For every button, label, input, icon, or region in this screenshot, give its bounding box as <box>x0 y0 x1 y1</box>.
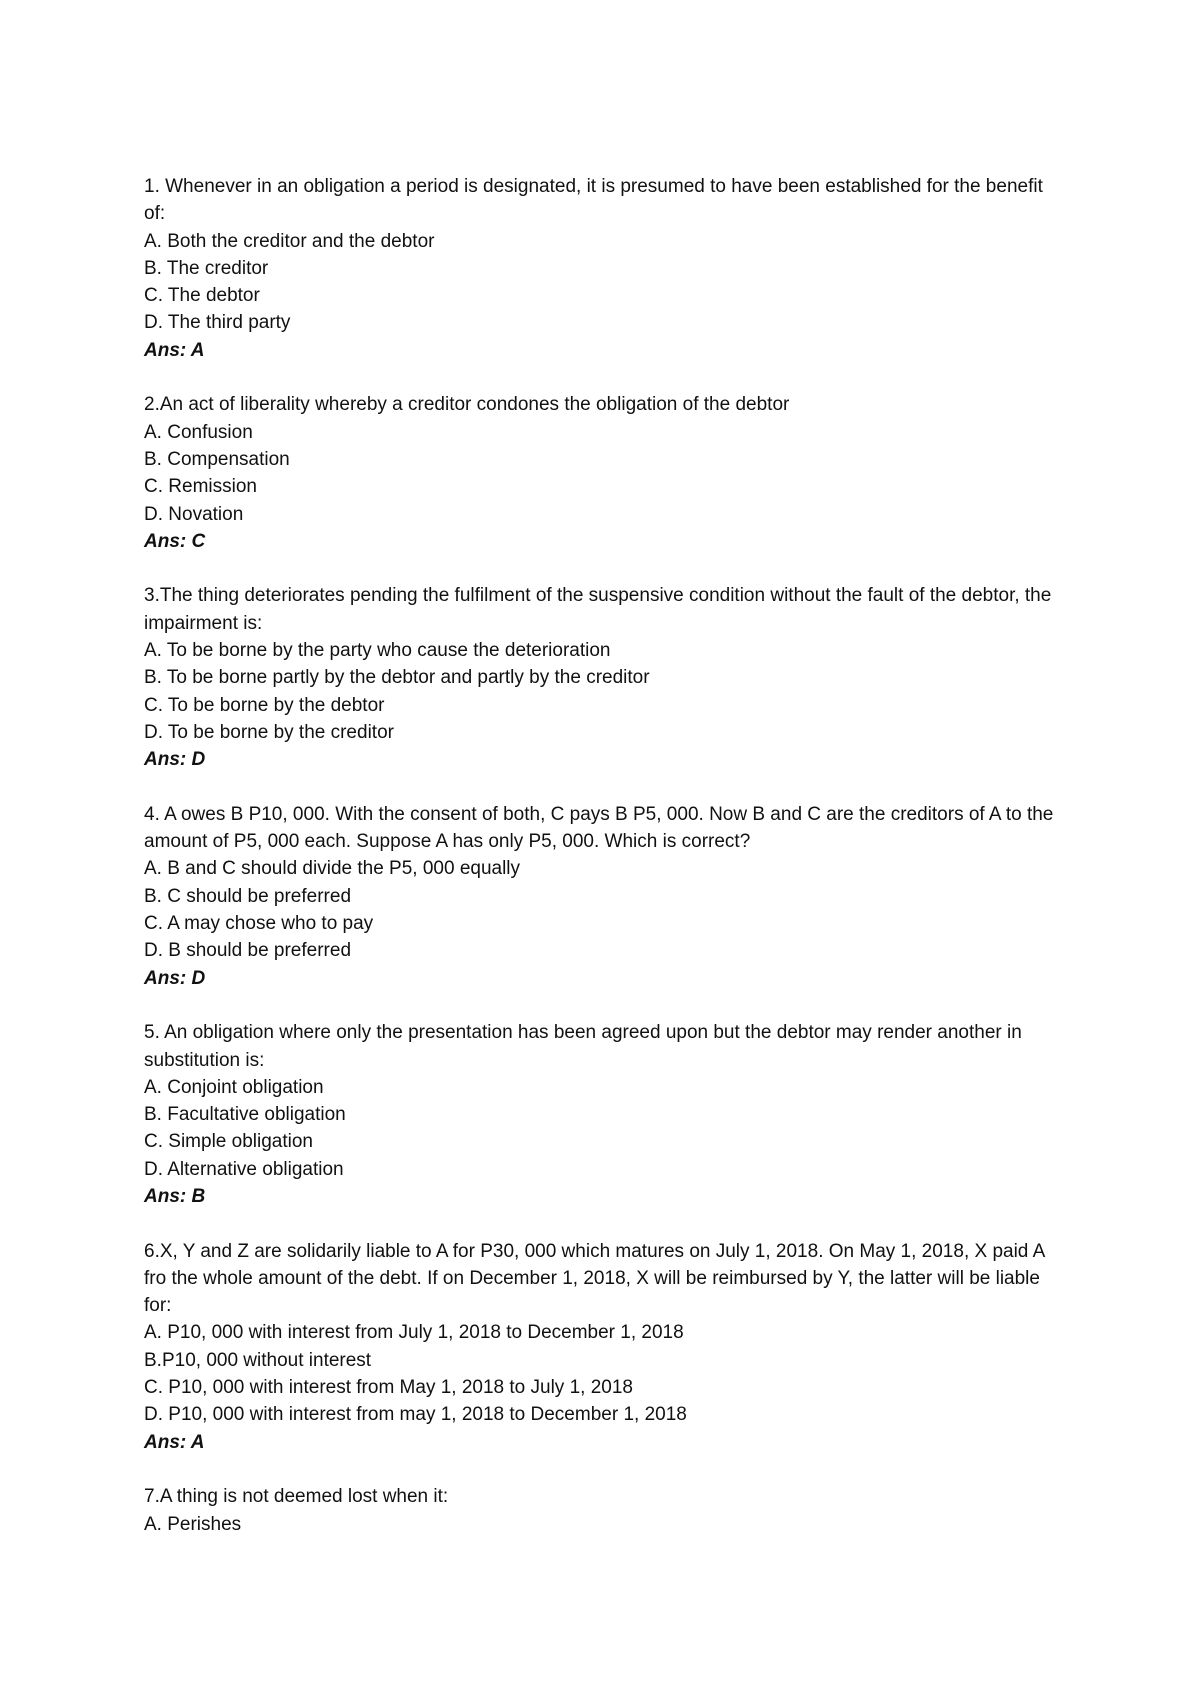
question-5 <box>144 1019 1064 1210</box>
option-c: C. Remission <box>144 476 257 498</box>
option-a: A. Conjoint obligation <box>144 1076 324 1098</box>
question-7 <box>144 1483 1064 1538</box>
option-a: A. To be borne by the party who cause the deterioration <box>144 640 611 662</box>
question-text: 5. An obligation where only the presentation has been agreed upon but the debtor may render another in substitution is: <box>144 1022 1022 1071</box>
option-c: C. The debtor <box>144 285 260 307</box>
question-6 <box>144 1238 1064 1456</box>
question-text: 6.X, Y and Z are solidarily liable to A for P30, 000 which matures on July 1, 2018. On May 1, 2018, X paid A fro the whole amount of the debt. If on December 1, 2018, X will be reimbursed by Y, the latter will be liable for: <box>144 1240 1045 1317</box>
option-d: D. B should be preferred <box>144 940 352 962</box>
question-text: 1. Whenever in an obligation a period is designated, it is presumed to have been established for the benefit of: <box>144 176 1043 225</box>
question-text: 7.A thing is not deemed lost when it: <box>144 1486 449 1508</box>
option-a: A. B and C should divide the P5, 000 equally <box>144 858 521 880</box>
option-c: C. To be borne by the debtor <box>144 694 385 716</box>
option-d: D. To be borne by the creditor <box>144 721 394 743</box>
option-a: A. Both the creditor and the debtor <box>144 230 435 252</box>
option-b: B. Compensation <box>144 448 290 470</box>
option-a: A. Confusion <box>144 421 253 443</box>
answer: Ans: A <box>144 339 205 361</box>
option-b: B.P10, 000 without interest <box>144 1349 372 1371</box>
quiz-content <box>144 173 1064 1565</box>
question-3 <box>144 582 1064 773</box>
answer: Ans: D <box>144 749 206 771</box>
answer: Ans: D <box>144 967 206 989</box>
option-b: B. To be borne partly by the debtor and partly by the creditor <box>144 667 650 689</box>
option-a: A. P10, 000 with interest from July 1, 2018 to December 1, 2018 <box>144 1322 684 1344</box>
answer: Ans: C <box>144 530 206 552</box>
option-c: C. A may chose who to pay <box>144 913 374 935</box>
answer: Ans: A <box>144 1431 205 1453</box>
answer: Ans: B <box>144 1185 206 1207</box>
option-d: D. Novation <box>144 503 244 525</box>
option-c: C. P10, 000 with interest from May 1, 2018 to July 1, 2018 <box>144 1377 633 1399</box>
option-b: B. C should be preferred <box>144 885 352 907</box>
question-text: 3.The thing deteriorates pending the fulfilment of the suspensive condition without the fault of the debtor, the impairment is: <box>144 585 1052 634</box>
option-a: A. Perishes <box>144 1513 242 1535</box>
option-b: B. Facultative obligation <box>144 1104 346 1126</box>
option-d: D. P10, 000 with interest from may 1, 2018 to December 1, 2018 <box>144 1404 687 1426</box>
question-text: 4. A owes B P10, 000. With the consent of both, C pays B P5, 000. Now B and C are the creditors of A to the amount of P5, 000 each. Suppose A has only P5, 000. Which is correct? <box>144 803 1054 853</box>
option-b: B. The creditor <box>144 257 269 279</box>
question-4 <box>144 801 1064 992</box>
option-d: D. Alternative obligation <box>144 1158 344 1180</box>
option-c: C. Simple obligation <box>144 1131 313 1153</box>
question-1 <box>144 173 1064 364</box>
question-2 <box>144 391 1064 555</box>
question-text: 2.An act of liberality whereby a creditor condones the obligation of the debtor <box>144 394 790 416</box>
option-d: D. The third party <box>144 312 291 334</box>
